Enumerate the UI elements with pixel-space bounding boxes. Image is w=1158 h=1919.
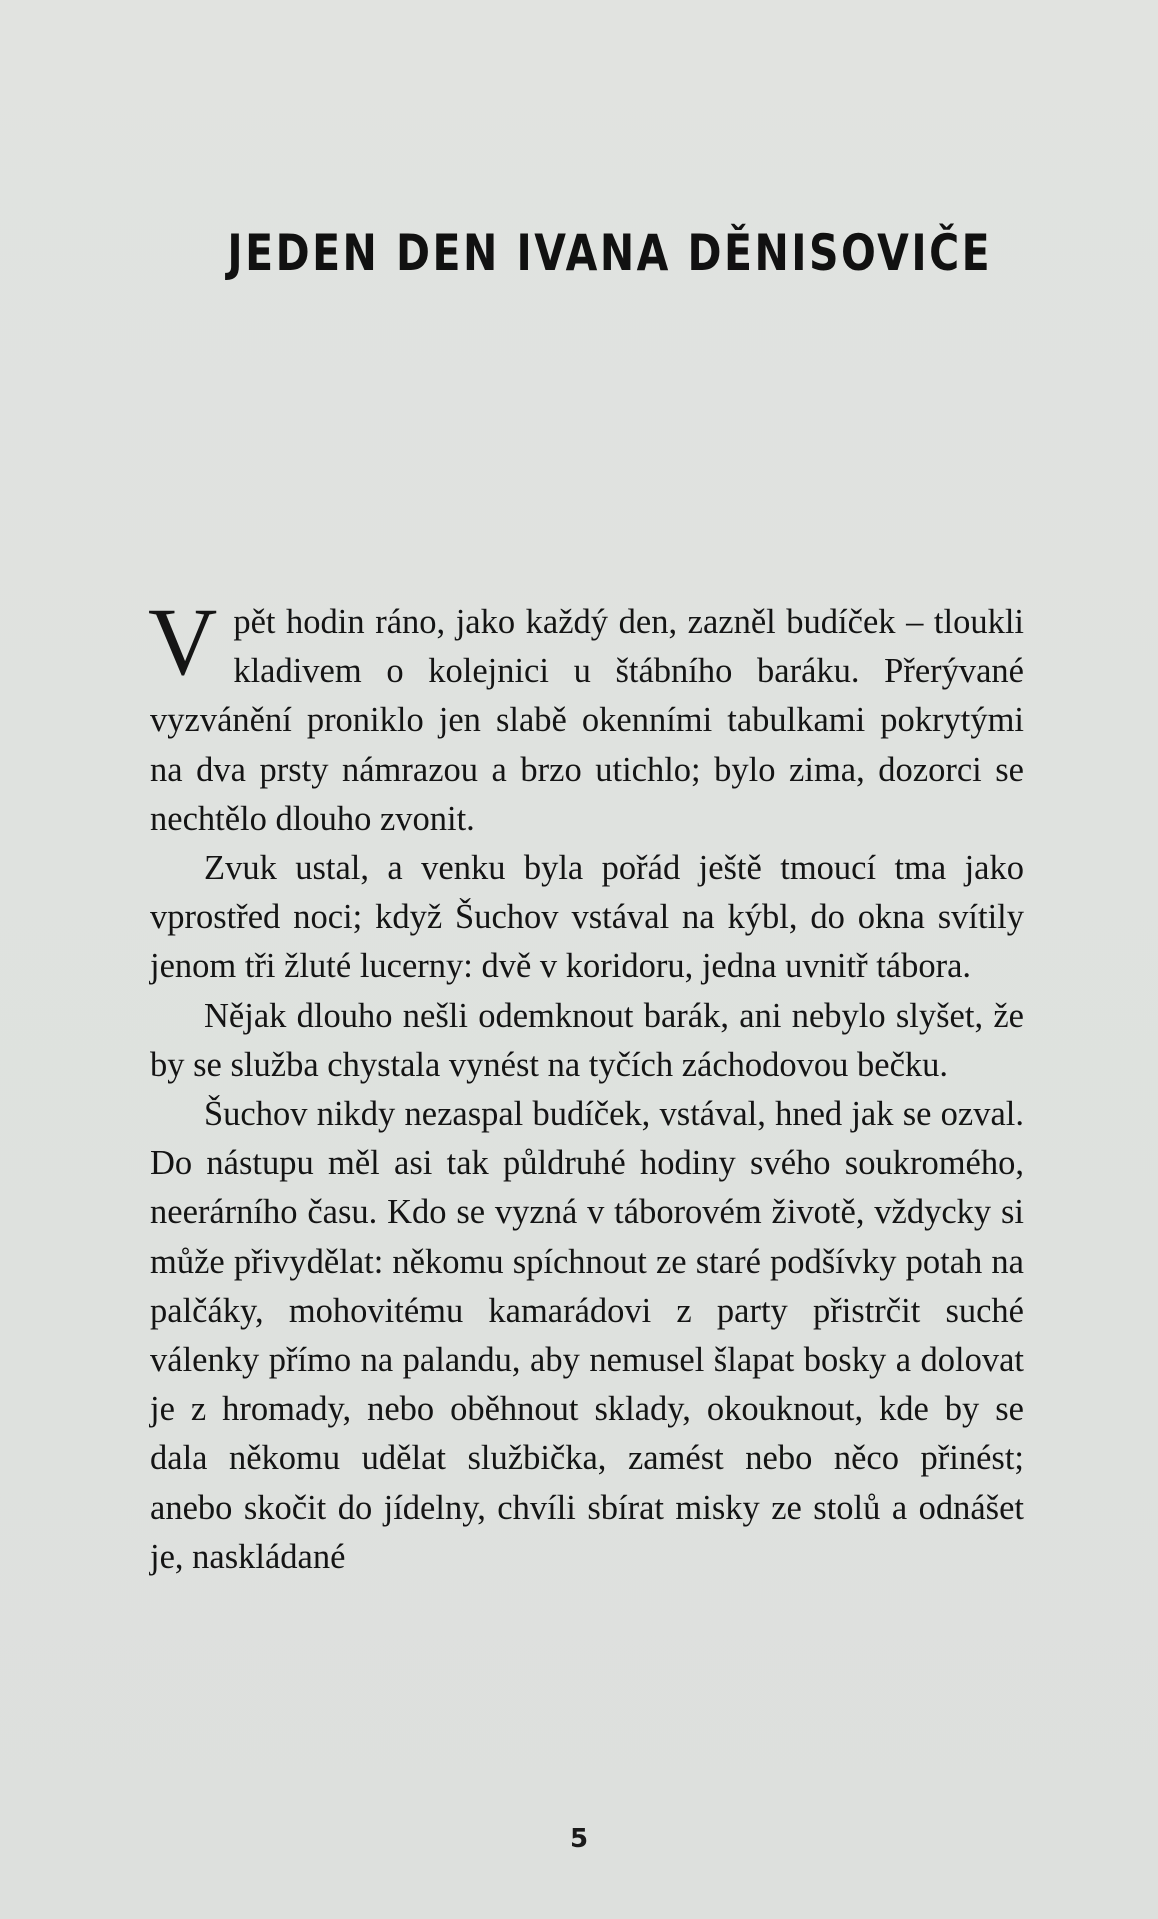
- body-text: [148, 588, 1024, 1582]
- paragraph-4: Šuchov nikdy nezaspal budíček, vstával, hned jak se ozval. Do nástupu měl asi tak půldruhé hodiny svého soukromého, neerárního času. Kdo se vyzná v táborovém životě, vždycky si může přivydělat: někomu spíchnout ze staré podšívky potah na palčáky, mohovitému kamarádovi z party přistrčit suché válenky přímo na palandu, aby nemusel šlapat bosky a dolovat je z hromady, nebo oběhnout sklady, okouknout, kde by se dala někomu udělat službička, zamést nebo něco přinést; anebo skočit do jídelny, chvíli sbírat misky ze stolů a odnášet je, naskládané: [150, 1095, 1024, 1576]
- paragraph-3: Nějak dlouho nešli odemknout barák, ani nebylo slyšet, že by se služba chystala vynést na tyčích záchodovou bečku.: [150, 996, 1024, 1084]
- drop-cap: V: [148, 588, 218, 695]
- paragraph-1-text: pět hodin ráno, jako každý den, zazněl budíček – tloukli kladivem o kolejnici u štábního baráku. Přerývané vyzvánění proniklo jen slabě okenními tabulkami pokrytými na dva prsty námrazou a brzo utichlo; bylo zima, dozorci se nechtělo dlouho zvonit.: [150, 603, 1024, 838]
- paragraph-2: Zvuk ustal, a venku byla pořád ještě tmoucí tma jako vprostřed noci; když Šuchov vstával na kýbl, do okna svítily jenom tři žluté lucerny: dvě v koridoru, jedna uvnitř tábora.: [150, 849, 1024, 986]
- page-number: 5: [569, 1824, 589, 1854]
- chapter-title: JEDEN DEN IVANA DĚNISOVIČE: [227, 224, 993, 282]
- paragraph-1: [148, 588, 1024, 844]
